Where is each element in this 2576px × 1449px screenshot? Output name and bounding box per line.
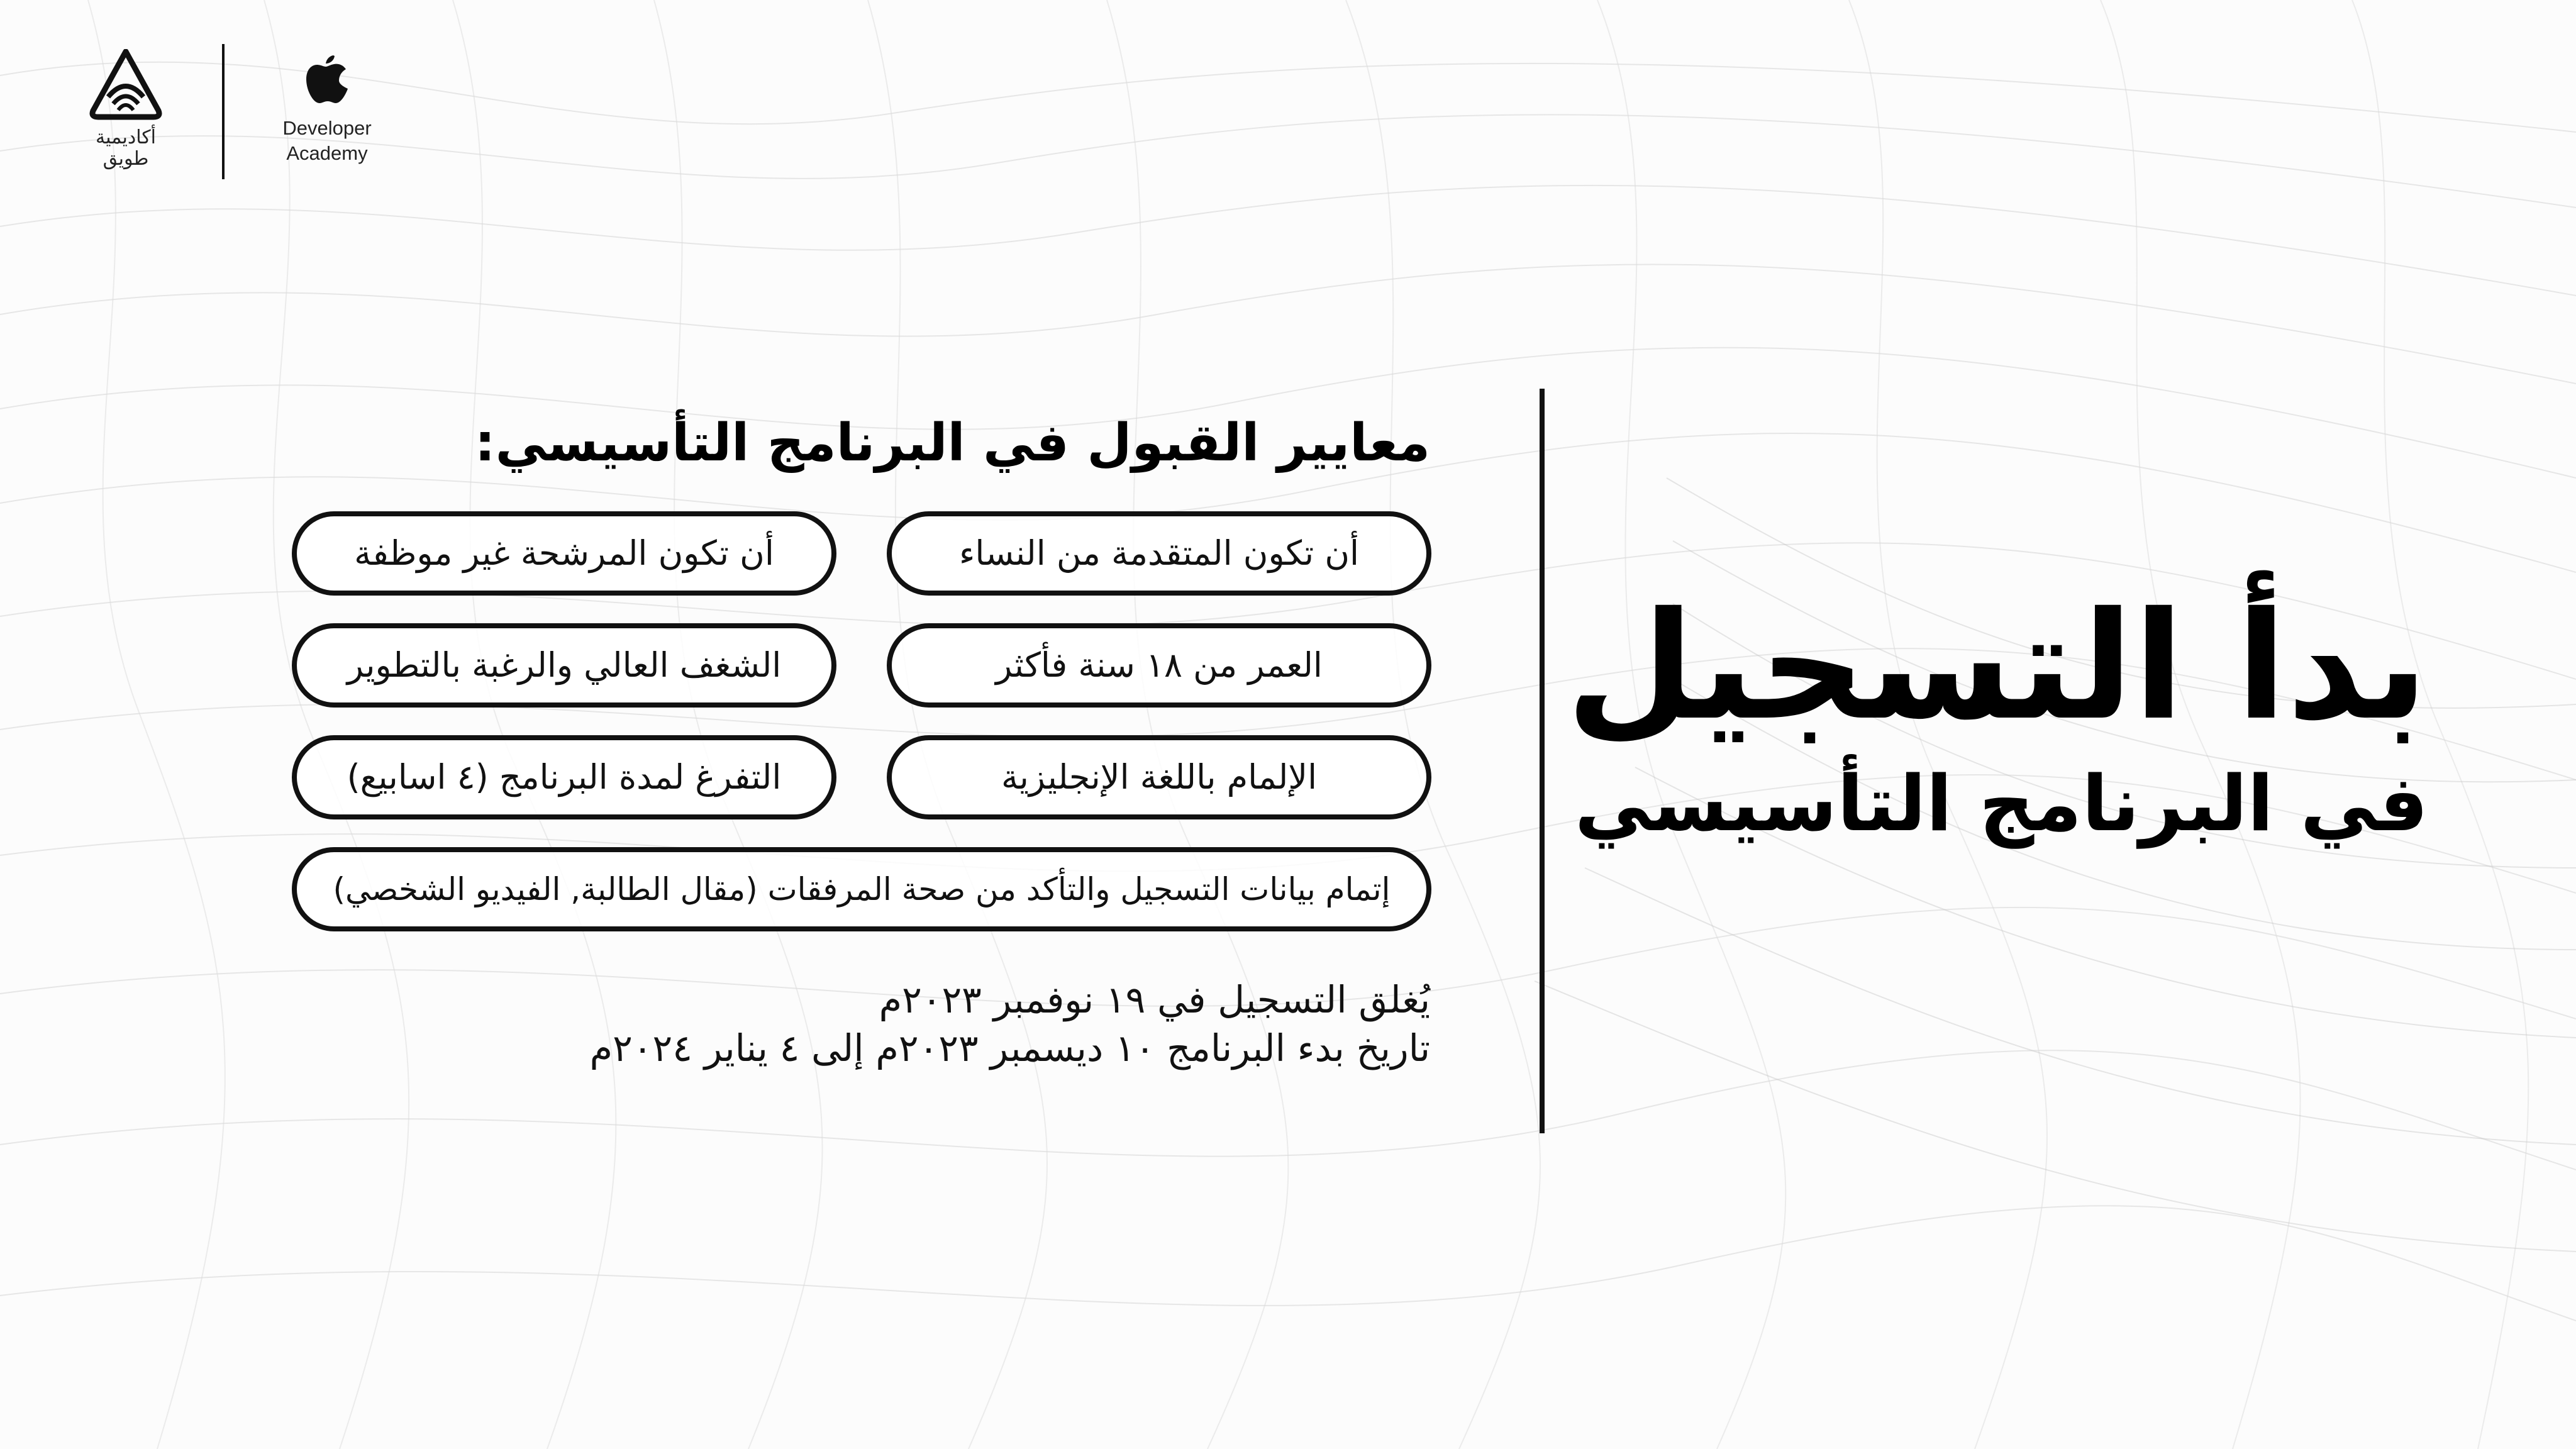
criteria-item-registration-data: إتمام بيانات التسجيل والتأكد من صحة المرفقات (مقال الطالبة, الفيديو الشخصي) [292,847,1431,931]
apple-developer-academy-logo [264,50,390,166]
registration-closing-date: يُغلق التسجيل في ١٩ نوفمبر ٢٠٢٣م [879,978,1430,1021]
tuwaiq-academy-logo [75,49,176,181]
tuwaiq-academy-logo-icon [88,49,164,125]
registration-title: بدأ التسجيل [1565,580,2428,753]
criteria-item-availability: التفرغ لمدة البرنامج (٤ اسابيع) [292,735,836,819]
logo-divider [222,44,225,179]
criteria-item-english: الإلمام باللغة الإنجليزية [887,735,1431,819]
program-date-range: تاريخ بدء البرنامج ١٠ ديسمبر ٢٠٢٣م إلى ٤ يناير ٢٠٢٤م [589,1026,1430,1070]
registration-heading [1565,580,2428,851]
criteria-title: معايير القبول في البرنامج التأسيسي: [474,413,1430,473]
tuwaiq-academy-name: أكاديمية طويق [96,126,156,170]
developer-academy-name: Developer Academy [282,117,372,164]
criteria-item-unemployed-candidate: أن تكون المرشحة غير موظفة [292,511,836,596]
important-dates [291,975,1430,1072]
content-divider [1540,389,1545,1133]
criteria-item-passion: الشغف العالي والرغبة بالتطوير [292,623,836,708]
program-subtitle: في البرنامج التأسيسي [1574,759,2428,848]
apple-logo-icon [303,50,351,107]
criteria-item-age: العمر من ١٨ سنة فأكثر [887,623,1431,708]
partner-logos [75,38,402,182]
acceptance-criteria-section [291,409,1430,1072]
criteria-item-women-applicants: أن تكون المتقدمة من النساء [887,511,1431,596]
criteria-grid [291,511,1431,931]
